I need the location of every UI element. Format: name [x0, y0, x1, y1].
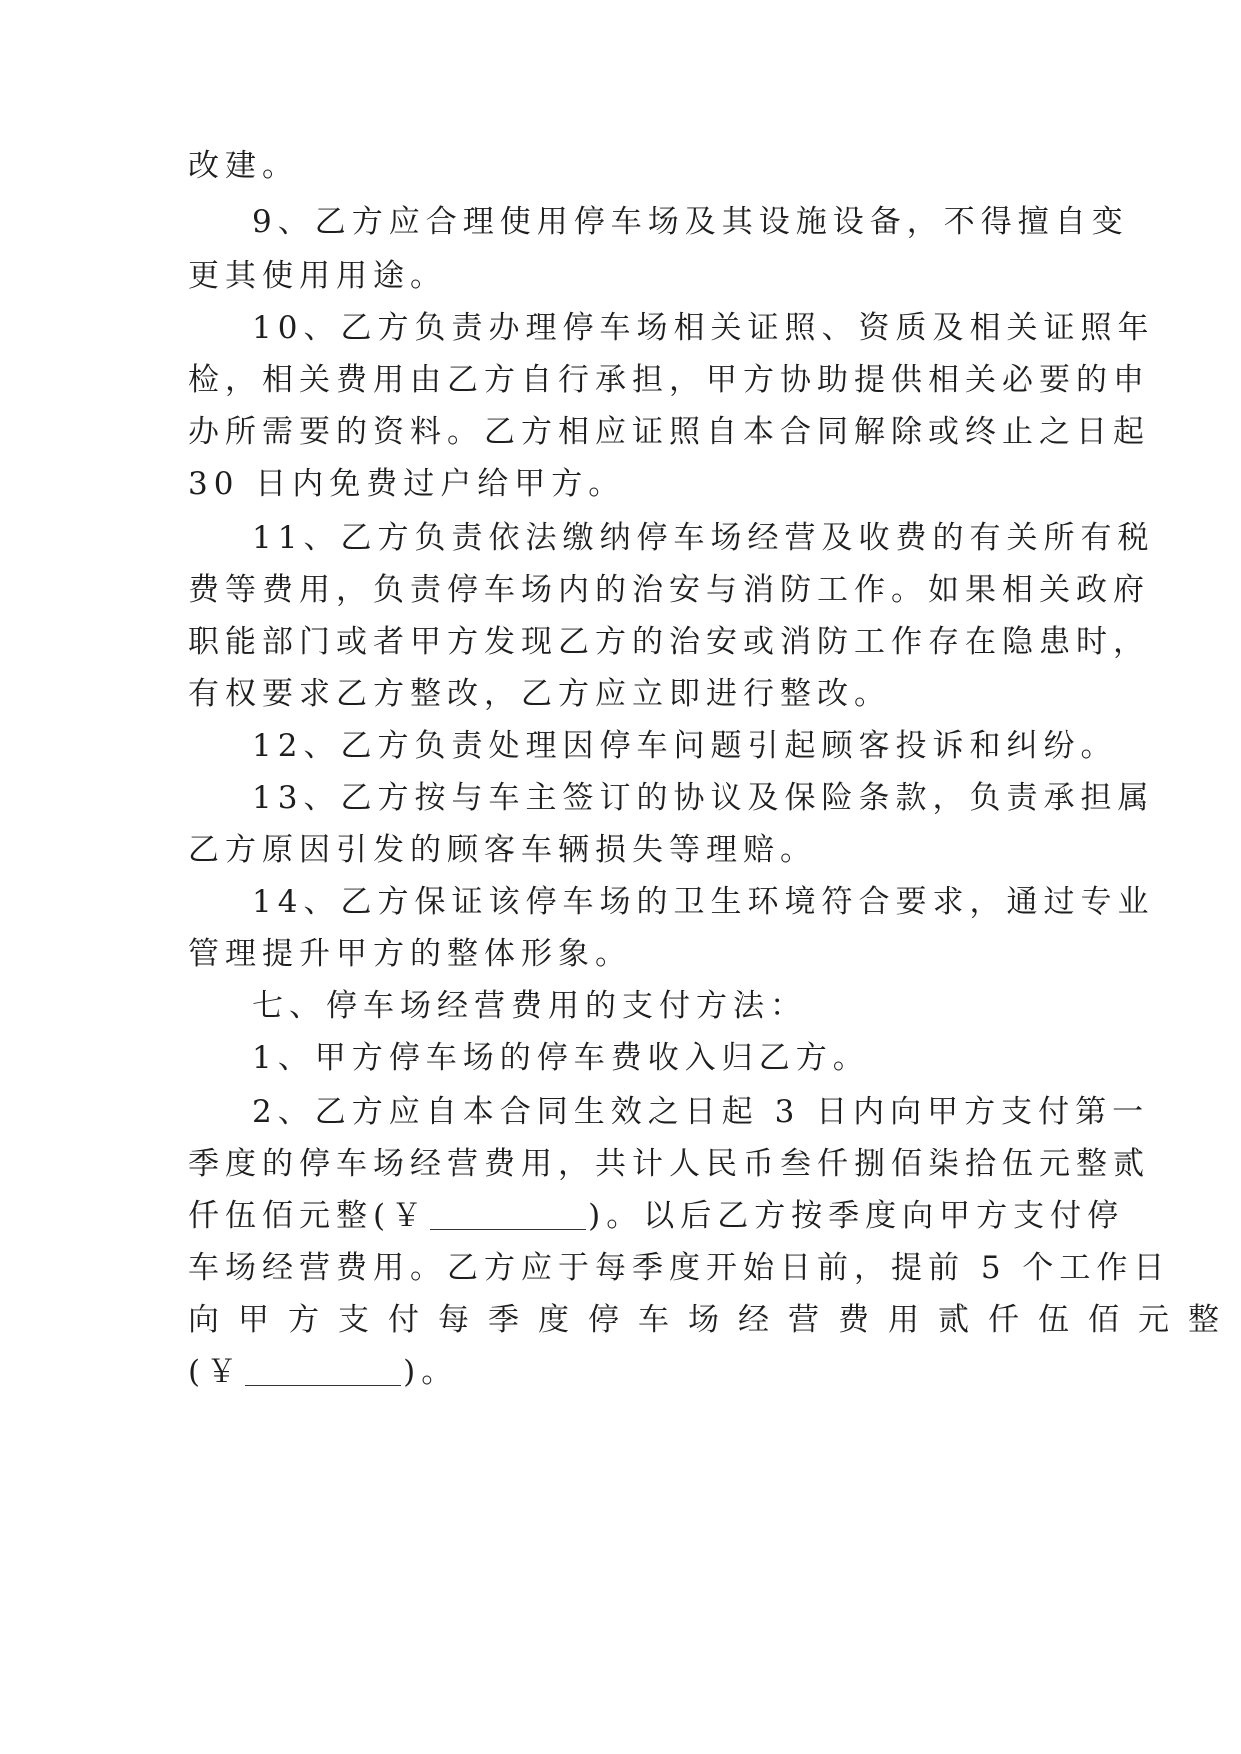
- clause-9-line: 9、乙方应合理使用停车场及其设施设备，不得擅自变: [252, 204, 1129, 240]
- text-segment: )。: [403, 1354, 459, 1390]
- text-line: 更其使用用途。: [188, 258, 447, 294]
- text-line: 管理提升甲方的整体形象。: [188, 936, 632, 972]
- amount-blank: [430, 1201, 586, 1230]
- clause-14-line: 14、乙方保证该停车场的卫生环境符合要求，通过专业: [252, 884, 1155, 920]
- clause-12-line: 12、乙方负责处理因停车问题引起顾客投诉和纠纷。: [252, 728, 1118, 764]
- text-line: 车场经营费用。乙方应于每季度开始日前，提前 5 个工作日: [188, 1250, 1171, 1286]
- amount-blank-line: [188, 1352, 1068, 1392]
- clause-13-line: 13、乙方按与车主签订的协议及保险条款，负责承担属: [252, 780, 1155, 816]
- text-line: 职能部门或者甲方发现乙方的治安或消防工作存在隐患时，: [188, 624, 1150, 660]
- text-line: 乙方原因引发的顾客车辆损失等理赔。: [188, 832, 817, 868]
- text-line: 有权要求乙方整改，乙方应立即进行整改。: [188, 676, 891, 712]
- text-line: 季度的停车场经营费用，共计人民币叁仟捌佰柒拾伍元整贰: [188, 1146, 1150, 1182]
- clause-11-line: 11、乙方负责依法缴纳停车场经营及收费的有关所有税: [252, 520, 1155, 556]
- section-heading: 七、停车场经营费用的支付方法：: [252, 988, 807, 1024]
- text-line: 30 日内免费过户给甲方。: [188, 466, 626, 502]
- amount-blank: [245, 1357, 401, 1386]
- payment-clause-2-line: 2、乙方应自本合同生效之日起 3 日内向甲方支付第一: [252, 1094, 1150, 1130]
- text-line: 向甲方支付每季度停车场经营费用贰仟伍佰元整: [188, 1302, 1238, 1338]
- text-line: 费等费用，负责停车场内的治安与消防工作。如果相关政府: [188, 572, 1150, 608]
- text-line: 办所需要的资料。乙方相应证照自本合同解除或终止之日起: [188, 414, 1150, 450]
- text-line: 改建。: [188, 148, 299, 184]
- amount-blank-line: [188, 1196, 1125, 1236]
- text-segment: (￥: [188, 1354, 244, 1390]
- text-line: 检，相关费用由乙方自行承担，甲方协助提供相关必要的申: [188, 362, 1150, 398]
- payment-clause-1-line: 1、甲方停车场的停车费收入归乙方。: [252, 1040, 870, 1076]
- text-segment: 仟伍佰元整(￥: [188, 1198, 429, 1234]
- text-segment: )。以后乙方按季度向甲方支付停: [588, 1198, 1125, 1234]
- clause-10-line: 10、乙方负责办理停车场相关证照、资质及相关证照年: [252, 310, 1155, 346]
